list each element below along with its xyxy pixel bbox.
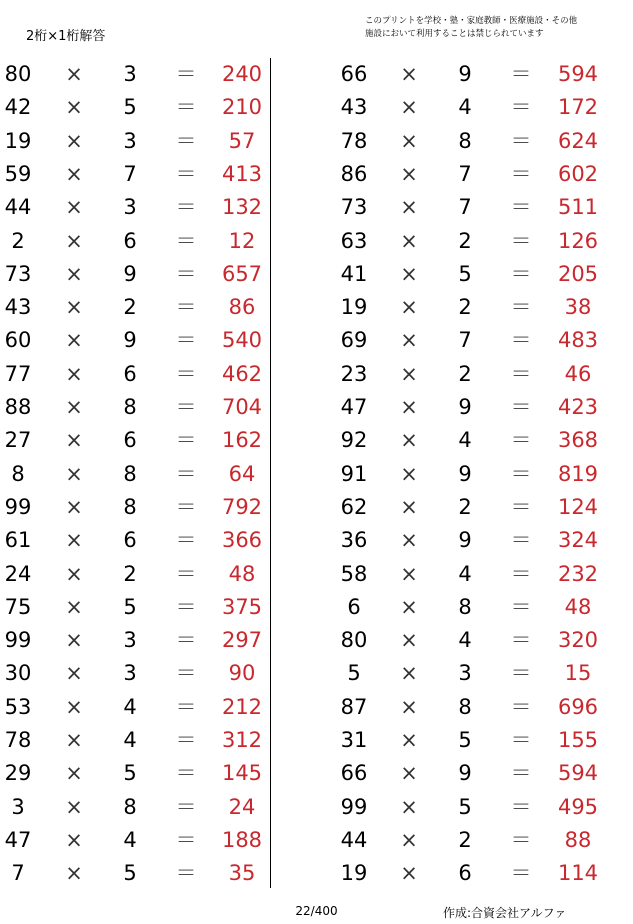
equals-sign: ＝ bbox=[175, 295, 197, 320]
multiplier: 5 bbox=[458, 794, 472, 819]
answer: 24 bbox=[228, 794, 256, 819]
answer: 594 bbox=[557, 62, 599, 86]
times-sign: × bbox=[400, 661, 418, 686]
multiplier: 8 bbox=[458, 594, 472, 619]
equals-sign: ＝ bbox=[510, 328, 532, 353]
times-sign: × bbox=[400, 528, 418, 553]
multiplier: 7 bbox=[458, 195, 472, 220]
times-sign: × bbox=[400, 861, 418, 886]
times-sign: × bbox=[400, 628, 418, 653]
equals-sign: ＝ bbox=[510, 827, 532, 852]
multiplier: 4 bbox=[123, 694, 137, 719]
times-sign: × bbox=[400, 694, 418, 719]
multiplier: 5 bbox=[123, 594, 137, 619]
equals-sign: ＝ bbox=[510, 661, 532, 686]
times-sign: × bbox=[65, 628, 83, 653]
times-sign: × bbox=[400, 261, 418, 286]
equals-sign: ＝ bbox=[175, 694, 197, 719]
times-sign: × bbox=[65, 195, 83, 220]
answer: 232 bbox=[557, 561, 599, 586]
multiplier: 9 bbox=[123, 261, 137, 286]
equals-sign: ＝ bbox=[175, 228, 197, 253]
multiplicand: 86 bbox=[340, 161, 368, 186]
multiplier: 2 bbox=[458, 361, 472, 386]
multiplicand: 2 bbox=[11, 228, 25, 253]
answer: 511 bbox=[557, 195, 599, 220]
multiplicand: 24 bbox=[4, 561, 32, 586]
multiplier: 4 bbox=[458, 561, 472, 586]
equals-sign: ＝ bbox=[510, 228, 532, 253]
times-sign: × bbox=[65, 528, 83, 553]
multiplier: 6 bbox=[123, 528, 137, 553]
multiplicand: 88 bbox=[4, 395, 32, 419]
multiplicand: 8 bbox=[11, 461, 25, 486]
times-sign: × bbox=[400, 195, 418, 220]
multiplier: 6 bbox=[123, 361, 137, 386]
multiplicand: 53 bbox=[4, 694, 32, 719]
answer: 297 bbox=[221, 628, 263, 653]
times-sign: × bbox=[65, 827, 83, 852]
equals-sign: ＝ bbox=[510, 728, 532, 752]
equals-sign: ＝ bbox=[510, 361, 532, 386]
multiplier: 9 bbox=[458, 461, 472, 486]
equals-sign: ＝ bbox=[175, 594, 197, 619]
equals-sign: ＝ bbox=[510, 794, 532, 819]
equals-sign: ＝ bbox=[510, 128, 532, 153]
times-sign: × bbox=[65, 494, 83, 519]
multiplier: 5 bbox=[123, 761, 137, 786]
answer: 205 bbox=[557, 261, 599, 286]
multiplier: 5 bbox=[123, 861, 137, 886]
multiplicand: 7 bbox=[11, 861, 25, 886]
times-sign: × bbox=[400, 361, 418, 386]
answer: 495 bbox=[557, 794, 599, 819]
multiplier: 3 bbox=[123, 62, 137, 86]
multiplicand: 99 bbox=[340, 794, 368, 819]
multiplier: 4 bbox=[458, 95, 472, 120]
multiplier: 8 bbox=[123, 794, 137, 819]
multiplicand: 43 bbox=[340, 95, 368, 120]
multiplicand: 61 bbox=[4, 528, 32, 553]
equals-sign: ＝ bbox=[510, 62, 532, 86]
times-sign: × bbox=[65, 161, 83, 186]
times-sign: × bbox=[400, 128, 418, 153]
equals-sign: ＝ bbox=[175, 95, 197, 120]
equals-sign: ＝ bbox=[510, 95, 532, 120]
multiplier: 2 bbox=[458, 228, 472, 253]
page-number: 22/400 bbox=[295, 904, 338, 918]
times-sign: × bbox=[400, 161, 418, 186]
equals-sign: ＝ bbox=[510, 761, 532, 786]
multiplicand: 73 bbox=[340, 195, 368, 220]
times-sign: × bbox=[400, 761, 418, 786]
multiplicand: 44 bbox=[4, 195, 32, 220]
column-divider bbox=[270, 58, 271, 888]
answer: 423 bbox=[557, 395, 599, 419]
multiplicand: 31 bbox=[340, 728, 368, 752]
answer: 312 bbox=[221, 728, 263, 752]
multiplier: 9 bbox=[458, 761, 472, 786]
equals-sign: ＝ bbox=[510, 261, 532, 286]
equals-sign: ＝ bbox=[510, 461, 532, 486]
answer: 320 bbox=[557, 628, 599, 653]
multiplier: 9 bbox=[458, 62, 472, 86]
times-sign: × bbox=[65, 261, 83, 286]
answer: 212 bbox=[221, 694, 263, 719]
answer: 594 bbox=[557, 761, 599, 786]
answer: 38 bbox=[564, 295, 592, 320]
answer: 124 bbox=[557, 494, 599, 519]
multiplicand: 5 bbox=[347, 661, 361, 686]
answer: 483 bbox=[557, 328, 599, 353]
multiplier: 8 bbox=[123, 395, 137, 419]
equals-sign: ＝ bbox=[175, 361, 197, 386]
multiplier: 4 bbox=[123, 728, 137, 752]
answer: 375 bbox=[221, 594, 263, 619]
equals-sign: ＝ bbox=[175, 628, 197, 653]
times-sign: × bbox=[65, 461, 83, 486]
times-sign: × bbox=[400, 827, 418, 852]
multiplicand: 78 bbox=[340, 128, 368, 153]
equals-sign: ＝ bbox=[175, 861, 197, 886]
multiplier: 8 bbox=[458, 694, 472, 719]
equals-sign: ＝ bbox=[175, 561, 197, 586]
multiplier: 4 bbox=[458, 428, 472, 453]
times-sign: × bbox=[400, 328, 418, 353]
answer: 126 bbox=[557, 228, 599, 253]
multiplier: 4 bbox=[458, 628, 472, 653]
equals-sign: ＝ bbox=[510, 561, 532, 586]
multiplicand: 27 bbox=[4, 428, 32, 453]
multiplicand: 99 bbox=[4, 494, 32, 519]
equals-sign: ＝ bbox=[175, 195, 197, 220]
multiplier: 5 bbox=[123, 95, 137, 120]
answer: 12 bbox=[228, 228, 256, 253]
answer: 88 bbox=[564, 827, 592, 852]
multiplicand: 59 bbox=[4, 161, 32, 186]
answer: 114 bbox=[557, 861, 599, 886]
equals-sign: ＝ bbox=[510, 195, 532, 220]
equals-sign: ＝ bbox=[175, 827, 197, 852]
answer: 86 bbox=[228, 295, 256, 320]
multiplier: 5 bbox=[458, 728, 472, 752]
multiplicand: 80 bbox=[340, 628, 368, 653]
equals-sign: ＝ bbox=[510, 594, 532, 619]
times-sign: × bbox=[65, 128, 83, 153]
answer: 15 bbox=[564, 661, 592, 686]
answer: 657 bbox=[221, 261, 263, 286]
multiplicand: 41 bbox=[340, 261, 368, 286]
times-sign: × bbox=[400, 62, 418, 86]
times-sign: × bbox=[400, 295, 418, 320]
multiplier: 9 bbox=[458, 528, 472, 553]
answer: 696 bbox=[557, 694, 599, 719]
equals-sign: ＝ bbox=[175, 494, 197, 519]
answer: 162 bbox=[221, 428, 263, 453]
answer: 462 bbox=[221, 361, 263, 386]
multiplicand: 58 bbox=[340, 561, 368, 586]
multiplicand: 62 bbox=[340, 494, 368, 519]
multiplier: 3 bbox=[123, 628, 137, 653]
times-sign: × bbox=[65, 561, 83, 586]
multiplicand: 63 bbox=[340, 228, 368, 253]
multiplicand: 42 bbox=[4, 95, 32, 120]
multiplicand: 87 bbox=[340, 694, 368, 719]
multiplier: 9 bbox=[123, 328, 137, 353]
answer: 35 bbox=[228, 861, 256, 886]
equals-sign: ＝ bbox=[510, 428, 532, 453]
multiplier: 8 bbox=[458, 128, 472, 153]
answer: 819 bbox=[557, 461, 599, 486]
equals-sign: ＝ bbox=[510, 295, 532, 320]
times-sign: × bbox=[400, 428, 418, 453]
times-sign: × bbox=[65, 761, 83, 786]
answer: 57 bbox=[228, 128, 256, 153]
multiplicand: 19 bbox=[340, 295, 368, 320]
multiplicand: 66 bbox=[340, 62, 368, 86]
multiplicand: 44 bbox=[340, 827, 368, 852]
times-sign: × bbox=[65, 361, 83, 386]
multiplier: 7 bbox=[123, 161, 137, 186]
times-sign: × bbox=[65, 594, 83, 619]
times-sign: × bbox=[400, 728, 418, 752]
equals-sign: ＝ bbox=[510, 395, 532, 419]
equals-sign: ＝ bbox=[510, 861, 532, 886]
multiplier: 3 bbox=[123, 661, 137, 686]
equals-sign: ＝ bbox=[175, 794, 197, 819]
answer: 155 bbox=[557, 728, 599, 752]
multiplicand: 91 bbox=[340, 461, 368, 486]
times-sign: × bbox=[400, 461, 418, 486]
times-sign: × bbox=[400, 494, 418, 519]
times-sign: × bbox=[65, 228, 83, 253]
multiplicand: 92 bbox=[340, 428, 368, 453]
answer: 368 bbox=[557, 428, 599, 453]
multiplier: 2 bbox=[458, 295, 472, 320]
multiplier: 6 bbox=[123, 428, 137, 453]
answer: 90 bbox=[228, 661, 256, 686]
equals-sign: ＝ bbox=[175, 761, 197, 786]
multiplier: 7 bbox=[458, 161, 472, 186]
multiplier: 3 bbox=[458, 661, 472, 686]
answer: 132 bbox=[221, 195, 263, 220]
multiplier: 4 bbox=[123, 827, 137, 852]
answer: 48 bbox=[228, 561, 256, 586]
equals-sign: ＝ bbox=[175, 261, 197, 286]
multiplier: 3 bbox=[123, 128, 137, 153]
times-sign: × bbox=[65, 62, 83, 86]
times-sign: × bbox=[65, 95, 83, 120]
answer: 624 bbox=[557, 128, 599, 153]
equals-sign: ＝ bbox=[510, 528, 532, 553]
answer: 324 bbox=[557, 528, 599, 553]
multiplicand: 69 bbox=[340, 328, 368, 353]
multiplicand: 23 bbox=[340, 361, 368, 386]
multiplier: 9 bbox=[458, 395, 472, 419]
multiplier: 2 bbox=[123, 561, 137, 586]
answer: 540 bbox=[221, 328, 263, 353]
times-sign: × bbox=[65, 328, 83, 353]
answer: 46 bbox=[564, 361, 592, 386]
equals-sign: ＝ bbox=[175, 328, 197, 353]
answer: 792 bbox=[221, 494, 263, 519]
answer: 602 bbox=[557, 161, 599, 186]
equals-sign: ＝ bbox=[175, 428, 197, 453]
multiplier: 2 bbox=[458, 827, 472, 852]
answer: 64 bbox=[228, 461, 256, 486]
multiplicand: 30 bbox=[4, 661, 32, 686]
author-credit: 作成:合資会社アルファ bbox=[443, 906, 567, 920]
multiplicand: 47 bbox=[340, 395, 368, 419]
worksheet-title: 2桁×1桁解答 bbox=[26, 29, 106, 44]
times-sign: × bbox=[400, 95, 418, 120]
answer: 188 bbox=[221, 827, 263, 852]
times-sign: × bbox=[400, 395, 418, 419]
times-sign: × bbox=[65, 728, 83, 752]
multiplicand: 99 bbox=[4, 628, 32, 653]
multiplicand: 77 bbox=[4, 361, 32, 386]
multiplicand: 3 bbox=[11, 794, 25, 819]
times-sign: × bbox=[65, 794, 83, 819]
usage-notice-line2: 施設において利用することは禁じられています bbox=[365, 29, 544, 39]
multiplicand: 73 bbox=[4, 261, 32, 286]
multiplier: 6 bbox=[123, 228, 137, 253]
multiplicand: 78 bbox=[4, 728, 32, 752]
equals-sign: ＝ bbox=[175, 528, 197, 553]
equals-sign: ＝ bbox=[175, 661, 197, 686]
times-sign: × bbox=[400, 794, 418, 819]
equals-sign: ＝ bbox=[510, 694, 532, 719]
answer: 240 bbox=[221, 62, 263, 86]
multiplier: 8 bbox=[123, 494, 137, 519]
equals-sign: ＝ bbox=[175, 461, 197, 486]
answer: 413 bbox=[221, 161, 263, 186]
multiplicand: 19 bbox=[4, 128, 32, 153]
equals-sign: ＝ bbox=[510, 628, 532, 653]
multiplicand: 6 bbox=[347, 594, 361, 619]
multiplier: 6 bbox=[458, 861, 472, 886]
answer: 210 bbox=[221, 95, 263, 120]
multiplier: 2 bbox=[458, 494, 472, 519]
multiplier: 5 bbox=[458, 261, 472, 286]
multiplier: 2 bbox=[123, 295, 137, 320]
answer: 704 bbox=[221, 395, 263, 419]
equals-sign: ＝ bbox=[510, 161, 532, 186]
multiplier: 8 bbox=[123, 461, 137, 486]
multiplicand: 60 bbox=[4, 328, 32, 353]
answer: 366 bbox=[221, 528, 263, 553]
equals-sign: ＝ bbox=[175, 128, 197, 153]
multiplicand: 47 bbox=[4, 827, 32, 852]
multiplier: 7 bbox=[458, 328, 472, 353]
equals-sign: ＝ bbox=[510, 494, 532, 519]
multiplicand: 66 bbox=[340, 761, 368, 786]
times-sign: × bbox=[65, 295, 83, 320]
answer: 145 bbox=[221, 761, 263, 786]
equals-sign: ＝ bbox=[175, 395, 197, 419]
equals-sign: ＝ bbox=[175, 728, 197, 752]
multiplicand: 19 bbox=[340, 861, 368, 886]
times-sign: × bbox=[65, 861, 83, 886]
multiplicand: 75 bbox=[4, 594, 32, 619]
answer: 48 bbox=[564, 594, 592, 619]
equals-sign: ＝ bbox=[175, 161, 197, 186]
multiplicand: 36 bbox=[340, 528, 368, 553]
times-sign: × bbox=[65, 395, 83, 419]
multiplicand: 43 bbox=[4, 295, 32, 320]
usage-notice bbox=[365, 15, 625, 41]
times-sign: × bbox=[65, 428, 83, 453]
answer: 172 bbox=[557, 95, 599, 120]
times-sign: × bbox=[400, 594, 418, 619]
equals-sign: ＝ bbox=[175, 62, 197, 86]
usage-notice-line1: このプリントを学校・塾・家庭教師・医療施設・その他 bbox=[365, 16, 578, 26]
times-sign: × bbox=[400, 228, 418, 253]
times-sign: × bbox=[65, 694, 83, 719]
multiplicand: 80 bbox=[4, 62, 32, 86]
multiplier: 3 bbox=[123, 195, 137, 220]
multiplicand: 29 bbox=[4, 761, 32, 786]
times-sign: × bbox=[400, 561, 418, 586]
times-sign: × bbox=[65, 661, 83, 686]
